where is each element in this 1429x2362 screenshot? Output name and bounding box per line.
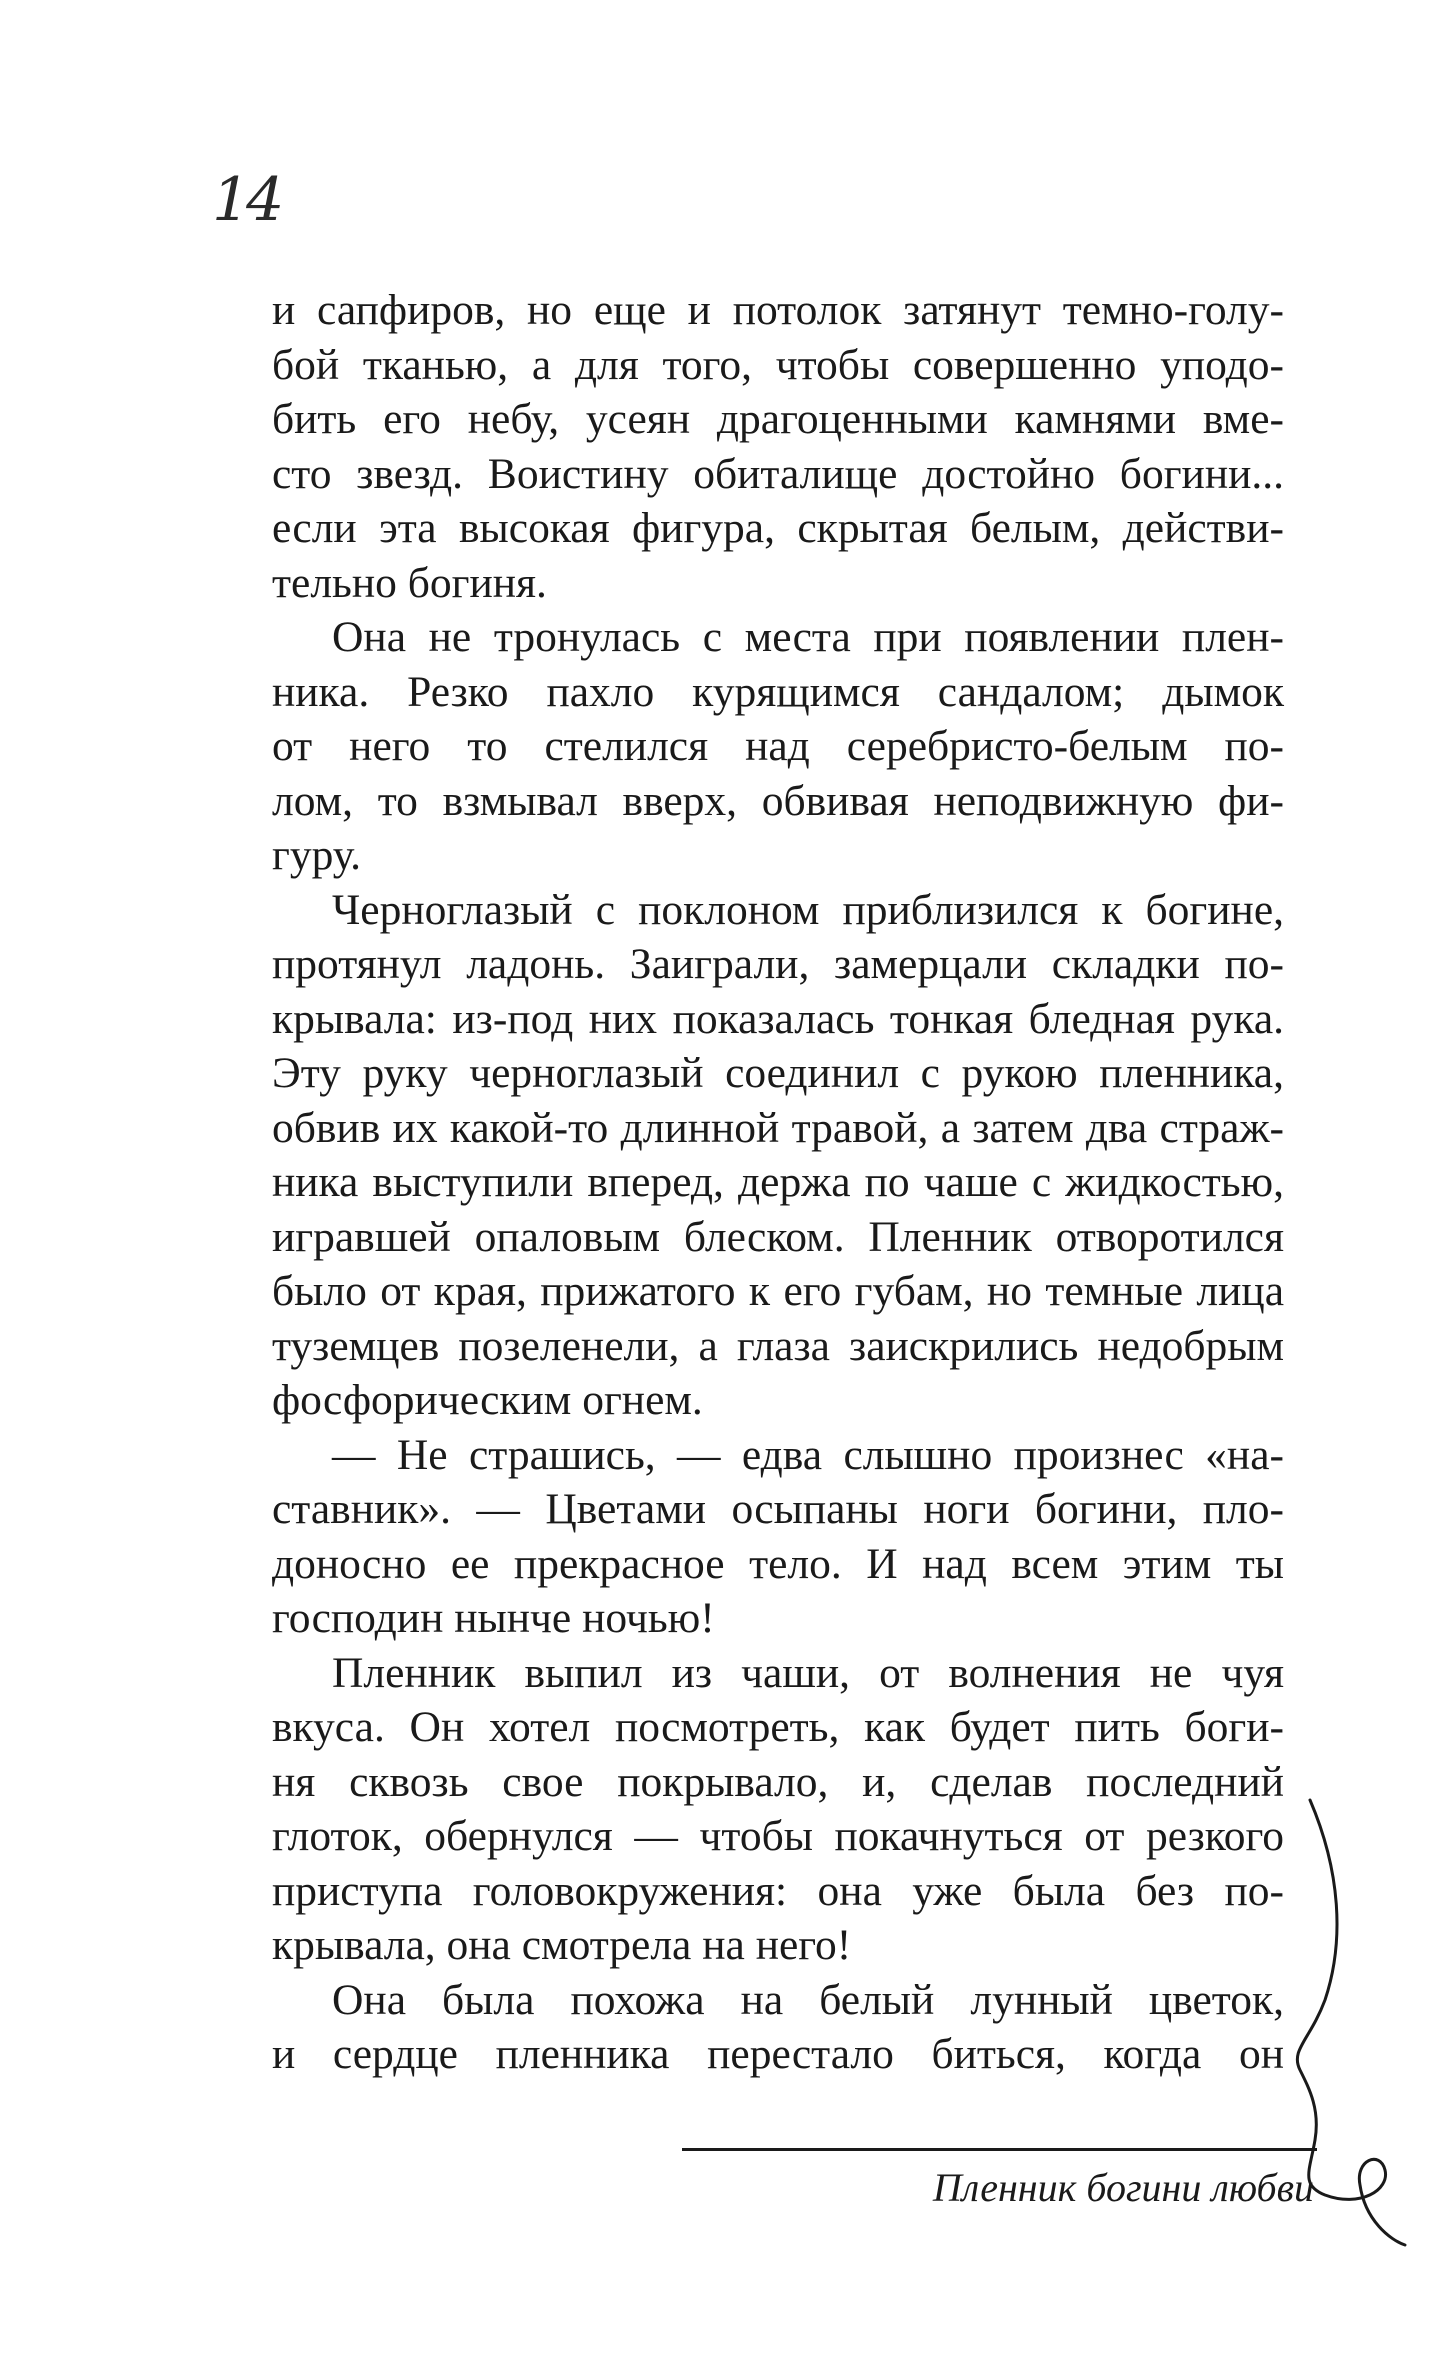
text-line: если эта высокая фигура, скрытая белым, действи- [272,504,1284,552]
body-text [212,283,1284,2082]
paragraph [212,1428,1284,1646]
text-line: сто звезд. Воистину обиталище достойно богини... [272,449,1284,498]
text-line: ника. Резко пахло курящимся сандалом; дымок [272,667,1284,716]
text-line: ня сквозь свое покрывало, и, сделав последний [272,1757,1284,1806]
text-line: крывала: из-под них показалась тонкая бледная рука. [272,994,1284,1043]
paragraph [212,1973,1284,2082]
text-line: Черноглазый с поклоном приблизился к богине, [332,885,1284,934]
paragraph [212,883,1284,1428]
text-line: вкуса. Он хотел посмотреть, как будет пить боги- [272,1703,1284,1751]
text-line: ставник». — Цветами осыпаны ноги богини, пло- [272,1485,1284,1533]
text-line: обвив их какой-то длинной травой, а затем два страж- [272,1103,1284,1152]
text-line: крывала, она смотрела на него! [272,1921,852,1969]
text-line: фосфорическим огнем. [272,1376,703,1424]
paragraph [212,283,1284,610]
paragraph [212,1646,1284,1973]
text-line: игравшей опаловым блеском. Пленник отворотился [272,1212,1284,1261]
text-line: Эту руку черноглазый соединил с рукою пленника, [272,1049,1284,1097]
text-line: доносно ее прекрасное тело. И над всем этим ты [272,1539,1284,1588]
text-line: Пленник выпил из чаши, от волнения не чуя [332,1648,1284,1697]
text-line: лом, то взмывал вверх, обвивая неподвижную фи- [272,776,1284,825]
text-line: Она не тронулась с места при появлении плен- [332,613,1284,661]
paragraph [212,610,1284,883]
text-line: от него то стелился над серебристо-белым по- [272,722,1284,770]
text-line: приступа головокружения: она уже была без по- [272,1866,1284,1915]
text-line: было от края, прижатого к его губам, но темные лица [272,1267,1284,1315]
text-line: бить его небу, усеян драгоценными камнями вме- [272,395,1284,443]
text-line: бой тканью, а для того, чтобы совершенно уподо- [272,340,1284,389]
text-line: и сапфиров, но еще и потолок затянут темно-голу- [272,286,1284,334]
page-number: 14 [212,165,281,235]
text-line: ника выступили вперед, держа по чаше с жидкостью, [272,1158,1284,1206]
text-line: Она была похожа на белый лунный цветок, [332,1975,1284,2024]
running-title: Пленник богини любви [932,2165,1314,2210]
text-line: тельно богиня. [272,558,547,607]
text-line: господин нынче ночью! [272,1594,715,1642]
text-line: глоток, обернулся — чтобы покачнуться от резкого [272,1812,1284,1860]
text-line: туземцев позеленели, а глаза заискрились недобрым [272,1321,1284,1370]
text-line: — Не страшись, — едва слышно произнес «на- [332,1430,1284,1479]
text-line: гуру. [272,831,362,879]
text-line: и сердце пленника перестало биться, когда он [272,2030,1284,2078]
text-line: протянул ладонь. Заиграли, замерцали складки по- [272,940,1284,988]
footer-rule [682,2148,1317,2151]
